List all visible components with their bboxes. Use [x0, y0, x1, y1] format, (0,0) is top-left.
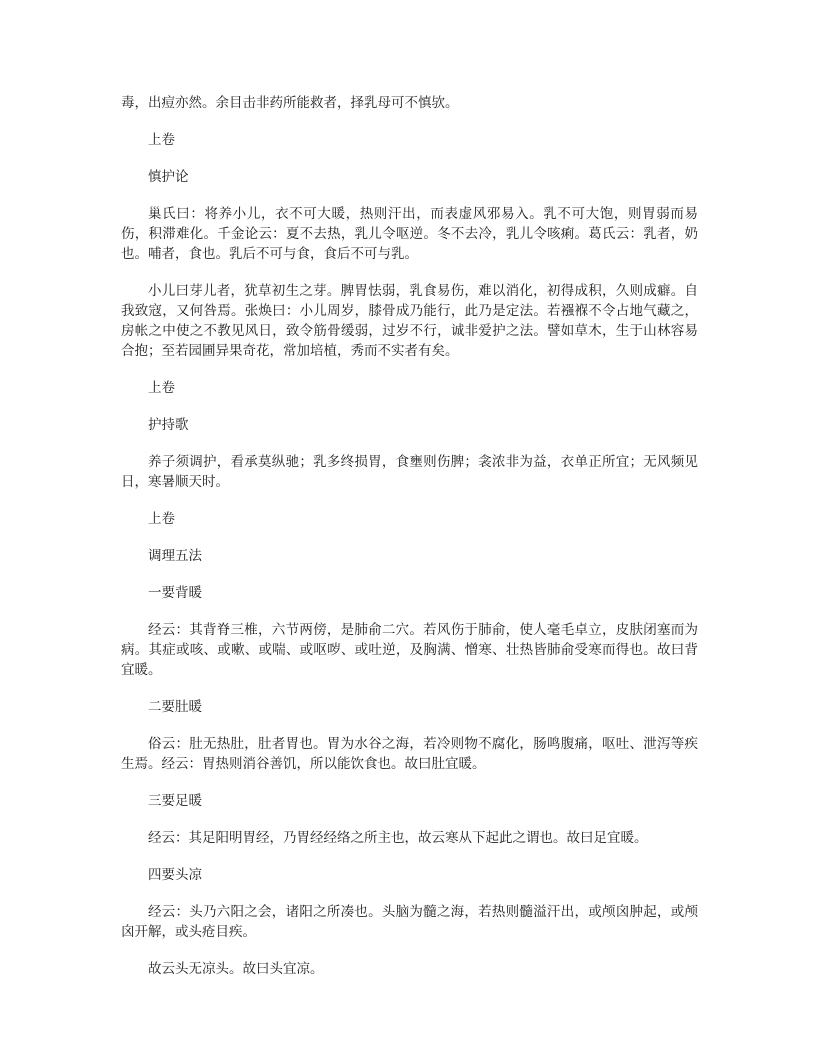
subsection-title-head-cool: 四要头凉 [148, 867, 202, 883]
paragraph: 巢氏曰：将养小儿，衣不可大暖，热则汗出，而表虚风邪易入。乳不可大饱，则胃弱而易伤，积滞难化。千金论云：夏不去热，乳儿令呕逆。冬不去冷，乳儿令咳痢。葛氏云：乳者，奶也。哺者，食也。乳后不可与食，食后不可与乳。 [121, 206, 698, 262]
document-body [121, 93, 698, 996]
paragraph: 小儿曰芽儿者，犹草初生之芽。脾胃怯弱，乳食易伤，难以消化，初得成积，久则成癖。自我致寇，又何咎焉。张焕曰：小儿周岁，膝骨成乃能行，此乃是定法。若襁褓不令占地气藏之，房帐之中使之不教见风日，致令筋骨缓弱，过岁不行，诚非爱护之法。譬如草木，生于山林容易合抱；至若园圃异果奇花，常加培植，秀而不实者有矣。 [121, 283, 698, 359]
volume-heading: 上卷 [148, 132, 175, 148]
subsection-title-feet-warm: 三要足暖 [148, 793, 202, 809]
section-title-tiaoli-wufa: 调理五法 [148, 548, 202, 564]
section-title-huchige: 护持歌 [148, 417, 189, 433]
paragraph: 经云：头乃六阳之会，诸阳之所凑也。头脑为髓之海，若热则髓溢汗出，或颅囟肿起，或颅囟开解，或头疮目疾。 [121, 904, 698, 940]
paragraph: 故云头无凉头。故曰头宜凉。 [148, 961, 324, 977]
volume-heading: 上卷 [148, 380, 175, 396]
section-title-shenhulun: 慎护论 [148, 169, 189, 185]
paragraph: 俗云：肚无热肚，肚者胃也。胃为水谷之海，若冷则物不腐化，肠鸣腹痛，呕吐、泄泻等疾生焉。经云：胃热则消谷善饥，所以能饮食也。故曰肚宜暖。 [121, 736, 698, 772]
paragraph: 养子须调护，看承莫纵驰；乳多终损胃，食壅则伤脾；衾浓非为益，衣单正所宜；无风频见日，寒暑顺天时。 [121, 454, 698, 490]
paragraph: 经云：其足阳明胃经，乃胃经经络之所主也，故云寒从下起此之谓也。故曰足宜暖。 [148, 830, 648, 846]
subsection-title-belly-warm: 二要肚暖 [148, 699, 202, 715]
subsection-title-back-warm: 一要背暖 [148, 585, 202, 601]
paragraph-continuation: 毒，出痘亦然。余目击非药所能救者，择乳母可不慎欤。 [121, 95, 459, 111]
volume-heading: 上卷 [148, 511, 175, 527]
paragraph: 经云：其背脊三椎，六节两傍，是肺俞二穴。若风伤于肺俞，使人毫毛卓立，皮肤闭塞而为病。其症或咳、或嗽、或喘、或呕哕、或吐逆，及胸满、憎寒、壮热皆肺俞受寒而得也。故曰背宜暖。 [121, 622, 698, 678]
